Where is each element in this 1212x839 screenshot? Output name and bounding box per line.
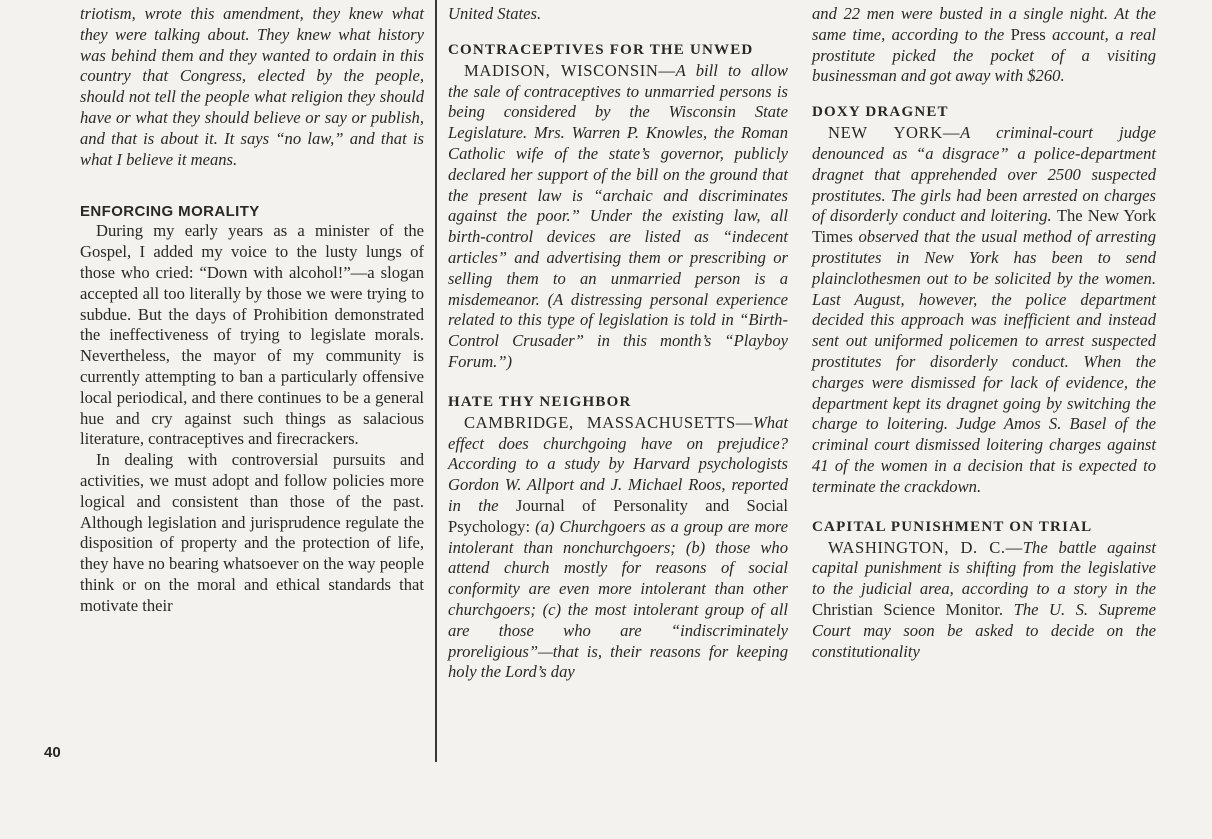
article-capital-punishment xyxy=(812,538,1156,663)
dateline: MADISON, WISCONSIN— xyxy=(464,60,676,80)
journal-title: Journal of Personality and Social Psychology: xyxy=(448,495,789,536)
body-paragraph-1: During my early years as a minister of the Gospel, I added my voice to the lusty lungs of those who cried: “Down with alcohol!”—a slogan accepted all too literally by those we were trying to subdue. But the days of Prohibition demonstrated the ineffectiveness of trying to legislate morals. Nevertheless, the mayor of my community is currently attempting to ban a particularly offensive local periodical, and there continues to be a general hue and cry against such things as salacious literature, contraceptives and firecrackers. xyxy=(80,221,424,449)
heading-hate-thy-neighbor: HATE THY NEIGHBOR xyxy=(448,393,632,410)
article-body: A criminal-court judge denounced as “a disgrace” a police-department dragnet that apprehended over 2500 suspected prostitutes. The girls had been arrested on charges of disorderly conduct and loitering. xyxy=(812,123,1156,226)
press-name: Press xyxy=(1010,24,1046,44)
article-body: What effect does churchgoing have on prejudice? According to a study by Harvard psychologists Gordon W. Allport and J. Michael Roos, reported in the xyxy=(448,412,788,515)
article-contraceptives xyxy=(448,61,788,373)
heading-contraceptives: CONTRACEPTIVES FOR THE UNWED xyxy=(448,41,754,58)
lead-text-cont: account, a real prostitute picked the pocket of a visiting businessman and got away with $260. xyxy=(812,24,1157,86)
article-body: The battle against capital punishment is shifting from the legislative to the judicial area, according to a story in the xyxy=(812,537,1156,599)
quote-paragraph: triotism, wrote this amendment, they knew what they were talking about. They knew what history was behind them and they wanted to ordain in this country that Congress, elected by the people, should not tell the people what religion they should have or what they should believe or say or publish, and that is about it. It says “no law,” and that is what I believe it means. xyxy=(80,4,424,169)
column-3 xyxy=(812,0,1156,662)
dateline: NEW YORK— xyxy=(828,123,961,143)
lead-paragraph xyxy=(812,4,1156,87)
article-body: A bill to allow the sale of contraceptives to unmarried persons is being considered by the Wisconsin State Legislature. Mrs. Warren P. Knowles, the Roman Catholic wife of the state’s governor, publicly declared her support of the bill on the ground that the present law is “archaic and discriminates against the poor.” Under the existing law, all birth-control devices are listed as “indecent articles” and advertising them or prescribing or selling them to an unmarried person is a misdemeanor. (A distressing personal experience related to this type of legislation is told in “Birth-Control Crusader” in this month’s “Playboy Forum.”) xyxy=(448,60,788,371)
article-body-cont: The U. S. Supreme Court may soon be asked to decide on the constitutionality xyxy=(812,599,1157,661)
article-hate-thy-neighbor xyxy=(448,413,788,683)
article-body-cont: observed that the usual method of arresting prostitutes in New York has been to send plainclothesmen out to be solicited by the women. Last August, however, the police department decided this approach was inefficient and instead sent out uniformed policemen to arrest suspected prostitutes for disorderly conduct. When the charges were dismissed for lack of evidence, the department kept its dragnet going by switching the charge to loitering. Judge Amos S. Basel of the criminal court dismissed loitering charges against 41 of the women in a decision that is expected to terminate the crackdown. xyxy=(812,227,1156,496)
column-1 xyxy=(80,0,424,617)
page-number: 40 xyxy=(44,744,61,761)
dateline: WASHINGTON, D. C.— xyxy=(828,537,1023,557)
newspaper-name: Christian Science Monitor. xyxy=(812,599,1004,619)
heading-doxy-dragnet: DOXY DRAGNET xyxy=(812,104,949,121)
dateline: CAMBRIDGE, MASSACHUSETTS— xyxy=(464,412,753,432)
column-divider xyxy=(435,0,437,762)
article-body-cont: (a) Churchgoers as a group are more intolerant than nonchurchgoers; (b) those who attend church mostly for reasons of social conformity are even more intolerant than other churchgoers; (c) the most intolerant group of all are those who are “indiscriminately proreligious”—that is, their reasons for keeping holy the Lord’s day xyxy=(448,516,788,682)
heading-enforcing-morality: ENFORCING MORALITY xyxy=(80,203,260,221)
column-2 xyxy=(448,0,788,683)
heading-capital-punishment: CAPITAL PUNISHMENT ON TRIAL xyxy=(812,518,1093,535)
article-doxy-dragnet xyxy=(812,123,1156,497)
body-paragraph-2: In dealing with controversial pursuits and activities, we must adopt and follow policies more logical and consistent than those of the past. Although legislation and jurisprudence regulate the disposition of property and the protection of life, they have no bearing whatsoever on the way people think or on the moral and ethical standards that motivate their xyxy=(80,450,424,615)
newspaper-name: The New York Times xyxy=(812,206,1156,247)
lead-text: and 22 men were busted in a single night. At the same time, according to the xyxy=(812,4,1156,44)
lead-fragment: United States. xyxy=(448,4,542,23)
